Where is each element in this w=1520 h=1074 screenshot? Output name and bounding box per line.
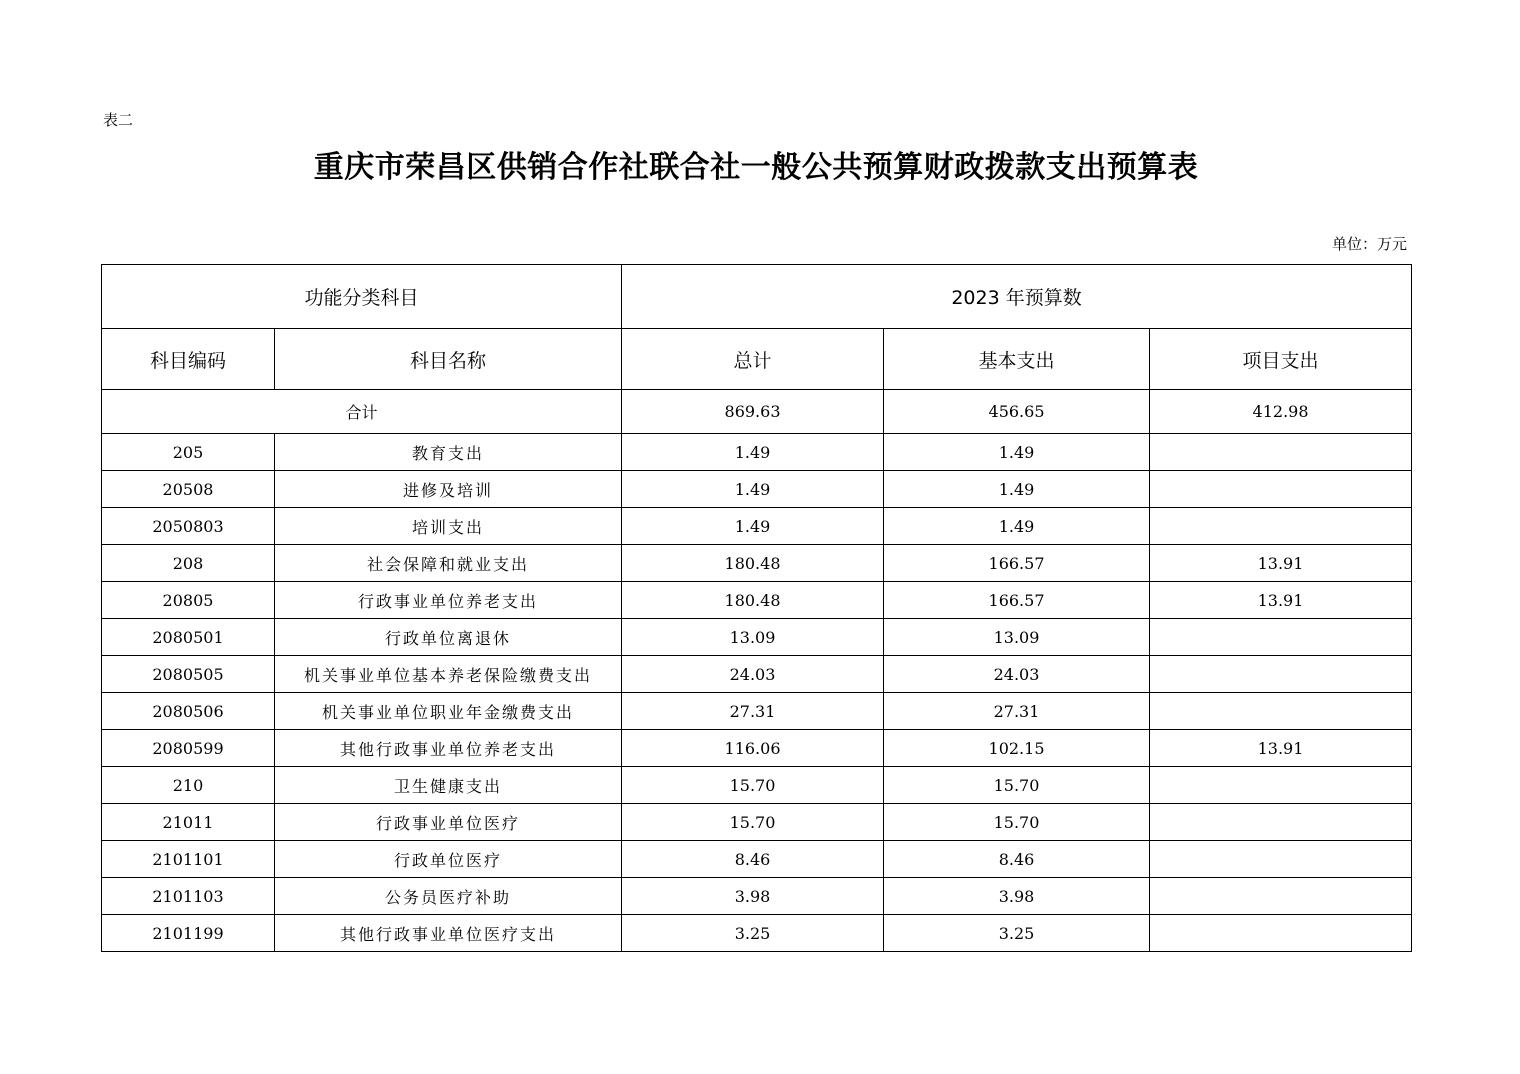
cell-basic: 13.09 <box>884 619 1150 656</box>
cell-total: 15.70 <box>622 804 884 841</box>
cell-name: 教育支出 <box>275 434 622 471</box>
cell-code: 2050803 <box>102 508 275 545</box>
cell-total: 8.46 <box>622 841 884 878</box>
cell-code: 205 <box>102 434 275 471</box>
header-code: 科目编码 <box>102 329 275 390</box>
cell-code: 21011 <box>102 804 275 841</box>
cell-total: 1.49 <box>622 471 884 508</box>
cell-project <box>1150 915 1412 952</box>
header-project: 项目支出 <box>1150 329 1412 390</box>
page-title: 重庆市荣昌区供销合作社联合社一般公共预算财政拨款支出预算表 <box>313 150 1199 185</box>
cell-total: 3.25 <box>622 915 884 952</box>
total-row <box>102 390 1412 434</box>
cell-name: 其他行政事业单位医疗支出 <box>275 915 622 952</box>
cell-code: 2080501 <box>102 619 275 656</box>
cell-basic: 15.70 <box>884 804 1150 841</box>
cell-project <box>1150 619 1412 656</box>
cell-basic: 8.46 <box>884 841 1150 878</box>
cell-name: 社会保障和就业支出 <box>275 545 622 582</box>
table-row <box>102 656 1412 693</box>
cell-project <box>1150 841 1412 878</box>
header-total: 总计 <box>622 329 884 390</box>
cell-project <box>1150 434 1412 471</box>
cell-project <box>1150 471 1412 508</box>
table-row <box>102 434 1412 471</box>
cell-project <box>1150 693 1412 730</box>
table-row <box>102 545 1412 582</box>
cell-name: 机关事业单位基本养老保险缴费支出 <box>275 656 622 693</box>
budget-table <box>101 264 1412 952</box>
total-basic: 456.65 <box>884 390 1150 434</box>
cell-basic: 15.70 <box>884 767 1150 804</box>
cell-project: 13.91 <box>1150 730 1412 767</box>
cell-total: 180.48 <box>622 582 884 619</box>
table-row <box>102 619 1412 656</box>
table-row <box>102 582 1412 619</box>
total-total: 869.63 <box>622 390 884 434</box>
cell-code: 20805 <box>102 582 275 619</box>
table-row <box>102 471 1412 508</box>
table-row <box>102 841 1412 878</box>
table-row <box>102 767 1412 804</box>
cell-total: 3.98 <box>622 878 884 915</box>
header-name: 科目名称 <box>275 329 622 390</box>
cell-code: 210 <box>102 767 275 804</box>
cell-name: 机关事业单位职业年金缴费支出 <box>275 693 622 730</box>
cell-project: 13.91 <box>1150 545 1412 582</box>
table-row <box>102 508 1412 545</box>
cell-code: 2101103 <box>102 878 275 915</box>
cell-name: 公务员医疗补助 <box>275 878 622 915</box>
cell-code: 20508 <box>102 471 275 508</box>
cell-name: 其他行政事业单位养老支出 <box>275 730 622 767</box>
cell-total: 24.03 <box>622 656 884 693</box>
table-row <box>102 878 1412 915</box>
cell-name: 培训支出 <box>275 508 622 545</box>
table-label: 表二 <box>103 111 134 129</box>
cell-code: 2101101 <box>102 841 275 878</box>
cell-basic: 24.03 <box>884 656 1150 693</box>
cell-basic: 166.57 <box>884 545 1150 582</box>
cell-name: 进修及培训 <box>275 471 622 508</box>
cell-basic: 1.49 <box>884 471 1150 508</box>
header-basic: 基本支出 <box>884 329 1150 390</box>
header-classification: 功能分类科目 <box>102 265 622 329</box>
table-row <box>102 915 1412 952</box>
cell-total: 180.48 <box>622 545 884 582</box>
cell-basic: 27.31 <box>884 693 1150 730</box>
cell-code: 2080599 <box>102 730 275 767</box>
total-project: 412.98 <box>1150 390 1412 434</box>
cell-name: 卫生健康支出 <box>275 767 622 804</box>
cell-project <box>1150 804 1412 841</box>
table-row <box>102 804 1412 841</box>
cell-project <box>1150 767 1412 804</box>
cell-project: 13.91 <box>1150 582 1412 619</box>
cell-total: 1.49 <box>622 508 884 545</box>
header-group-row <box>102 265 1412 329</box>
table-row <box>102 730 1412 767</box>
header-budget-year: 2023 年预算数 <box>622 265 1412 329</box>
cell-project <box>1150 656 1412 693</box>
header-column-row <box>102 329 1412 390</box>
cell-total: 15.70 <box>622 767 884 804</box>
cell-code: 2080505 <box>102 656 275 693</box>
cell-code: 2101199 <box>102 915 275 952</box>
cell-code: 2080506 <box>102 693 275 730</box>
cell-basic: 1.49 <box>884 508 1150 545</box>
cell-basic: 3.98 <box>884 878 1150 915</box>
cell-basic: 1.49 <box>884 434 1150 471</box>
cell-total: 116.06 <box>622 730 884 767</box>
cell-basic: 166.57 <box>884 582 1150 619</box>
cell-total: 27.31 <box>622 693 884 730</box>
cell-basic: 3.25 <box>884 915 1150 952</box>
cell-name: 行政事业单位养老支出 <box>275 582 622 619</box>
table-row <box>102 693 1412 730</box>
cell-name: 行政单位医疗 <box>275 841 622 878</box>
cell-name: 行政事业单位医疗 <box>275 804 622 841</box>
cell-basic: 102.15 <box>884 730 1150 767</box>
cell-code: 208 <box>102 545 275 582</box>
total-label: 合计 <box>102 390 622 434</box>
cell-name: 行政单位离退休 <box>275 619 622 656</box>
cell-total: 1.49 <box>622 434 884 471</box>
unit-label: 单位：万元 <box>1331 235 1407 253</box>
cell-project <box>1150 508 1412 545</box>
cell-project <box>1150 878 1412 915</box>
cell-total: 13.09 <box>622 619 884 656</box>
